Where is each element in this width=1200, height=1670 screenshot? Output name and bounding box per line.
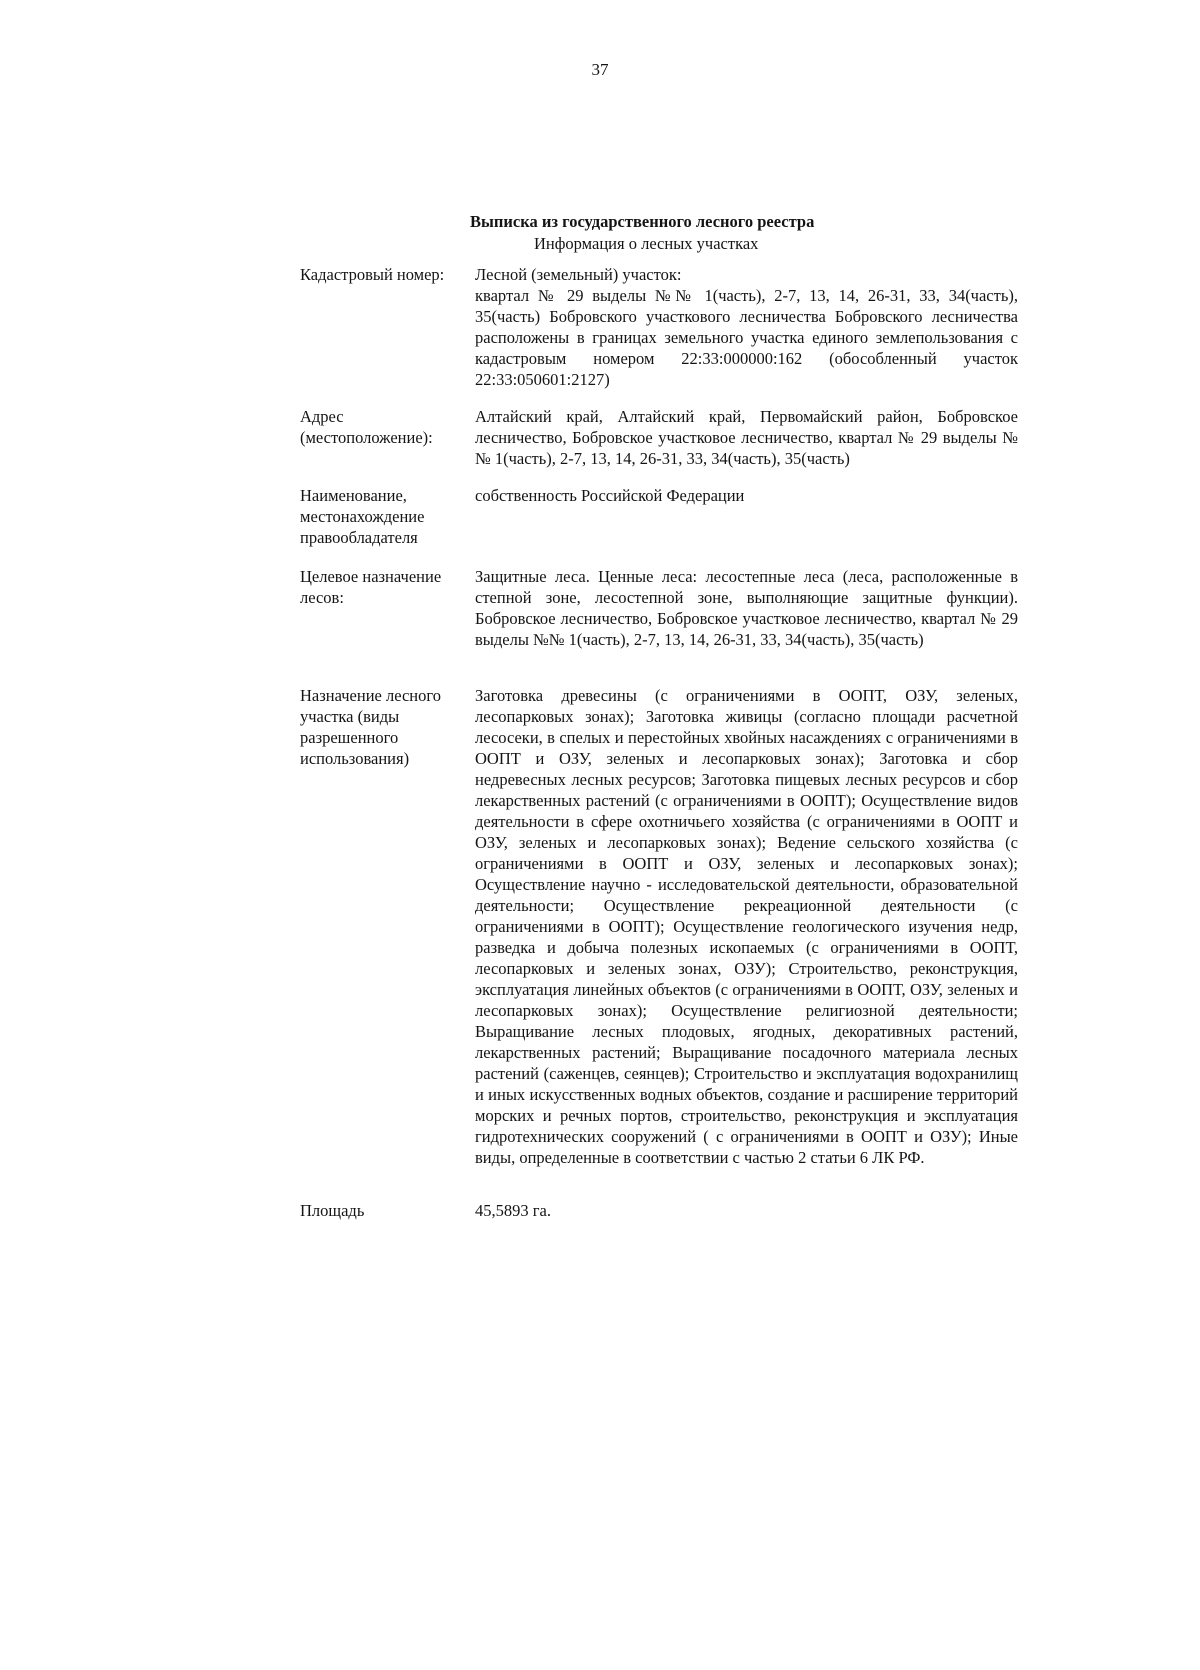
page-number: 37 (591, 60, 609, 79)
field-value: 45,5893 га. (475, 1201, 551, 1220)
field-label: Назначение лесного участка (виды разрешенного использования) (300, 686, 441, 768)
field-forest-purpose (300, 566, 1018, 676)
field-value: Защитные леса. Ценные леса: лесостепные леса (леса, расположенные в степной зоне, лесостепной зоне, выполняющие защитные функции). Бобровское лесничество, Бобровское участковое лесничество, квартал № 29 выделы №№ 1(часть), 2-7, 13, 14, 26-31, 33, 34(часть), 35(часть) (475, 567, 1018, 649)
field-label: Адрес (местоположение): (300, 407, 433, 447)
field-value: Заготовка древесины (с ограничениями в ООПТ, ОЗУ, зеленых, лесопарковых зонах); Заготовка живицы (согласно площади расчетной лесосеки, в спелых и перестойных хвойных насаждениях с ограничениями в ООПТ и ОЗУ, зеленых и лесопарковых зонах); Заготовка и сбор недревесных лесных ресурсов; Заготовка пищевых лесных ресурсов и сбор лекарственных растений (с ограничениями в ООПТ); Осуществление видов деятельности в сфере охотничьего хозяйства (с ограничениями в ООПТ и ОЗУ, зеленых и лесопарковых зонах); Ведение сельского хозяйства (с ограничениями в ООПТ и ОЗУ, зеленых и лесопарковых зонах); Осуществление научно - исследовательской деятельности, образовательной деятельности; Осуществление рекреационной деятельности (с ограничениями в ООПТ); Осуществление геологического изучения недр, разведка и добыча полезных ископаемых (с ограничениями в ООПТ, лесопарковых и зеленых зонах, ОЗУ); Строительство, реконструкция, эксплуатация линейных объектов (с ограничениями в ООПТ, ОЗУ, зеленых и лесопарковых зонах); Осуществление религиозной деятельности; Выращивание лесных плодовых, ягодных, декоративных растений, лекарственных растений; Выращивание посадочного материала лесных растений (саженцев, сеянцев); Строительство и эксплуатация водохранилищ и иных искусственных водных объектов, создание и расширение территорий морских и речных портов, строительство, реконструкция и эксплуатация гидротехнических сооружений ( с ограничениями в ООПТ и ОЗУ); Иные виды, определенные в соответствии с частью 2 статьи 6 ЛК РФ. (475, 686, 1018, 1167)
field-label: Кадастровый номер: (300, 265, 445, 284)
field-area (300, 1200, 1018, 1224)
field-cadastral-number (300, 264, 1018, 394)
field-value (475, 264, 1018, 390)
field-owner (300, 485, 1018, 551)
document-subtitle: Информация о лесных участках (534, 234, 759, 253)
field-label: Целевое назначение лесов: (300, 567, 442, 607)
field-value: собственность Российской Федерации (475, 486, 745, 505)
field-value-text: квартал № 29 выделы №№ 1(часть), 2-7, 13, 14, 26-31, 33, 34(часть), 35(часть) Бобровского участкового лесничества Бобровского лесничества расположены в границах земельного участка единого землепользования с кадастровым номером 22:33:000000:162 (обособленный участок 22:33:050601:2127) (475, 286, 1018, 389)
field-value: Алтайский край, Алтайский край, Первомайский район, Бобровское лесничество, Бобровское участковое лесничество, квартал № 29 выделы №№ 1(часть), 2-7, 13, 14, 26-31, 33, 34(часть), 35(часть) (475, 407, 1018, 468)
document-title: Выписка из государственного лесного реестра (470, 212, 815, 231)
field-label: Наименование, местонахождение правообладателя (300, 486, 425, 547)
field-value-heading: Лесной (земельный) участок: (475, 265, 682, 284)
document-header (470, 211, 870, 255)
field-address (300, 406, 1018, 472)
field-label: Площадь (300, 1201, 365, 1220)
field-permitted-usage (300, 685, 1018, 1185)
